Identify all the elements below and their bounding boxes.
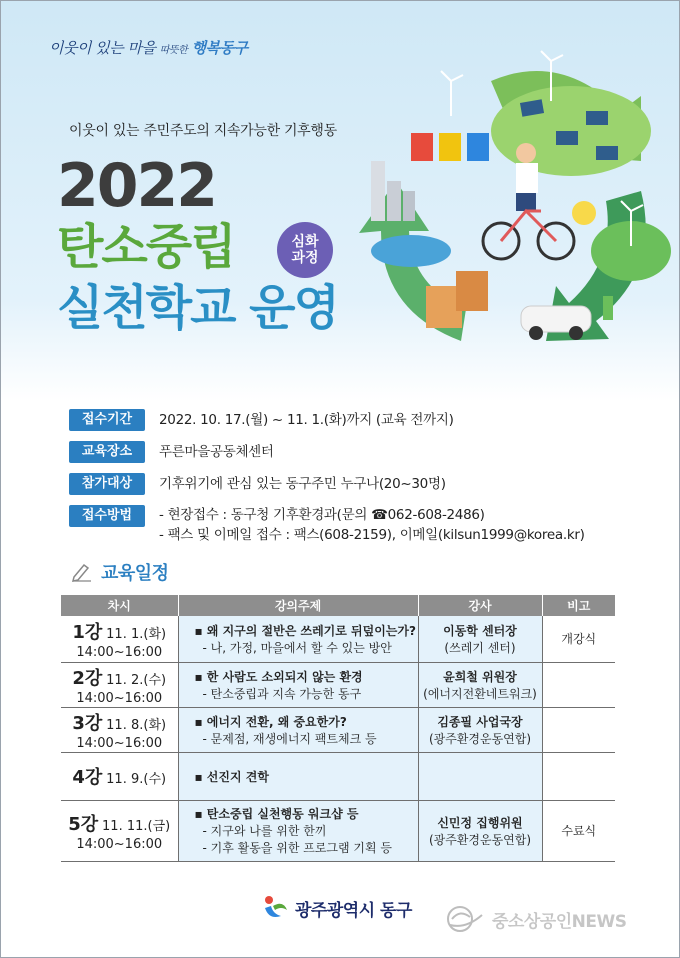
subtitle: 이웃이 있는 주민주도의 지속가능한 기후행동 (69, 123, 337, 139)
table-row: 4강 11. 9.(수) ▪ 선진지 견학 (61, 752, 615, 800)
eco-recycle-illustration (341, 41, 671, 371)
col-header: 차시 (61, 595, 178, 616)
col-header: 비고 (542, 595, 615, 616)
dong-gu-logo-icon (259, 894, 289, 922)
title-line1: 탄소중립 (57, 219, 235, 275)
col-header: 강사 (418, 595, 542, 616)
info-label: 참가대상 (69, 473, 145, 495)
pencil-icon (71, 562, 93, 582)
info-section (69, 409, 649, 555)
schedule-table (61, 595, 615, 862)
title-line2: 실천학교 운영 (57, 280, 338, 336)
info-value: 기후위기에 관심 있는 동구주민 누구나(20~30명) (159, 476, 446, 492)
year-title: 2022 (57, 151, 216, 221)
table-row: 3강 11. 8.(화) 14:00~16:00 ▪ 에너지 전환, 왜 중요한가? - 문제점, 재생에너지 팩트체크 등 김종필 사업국장 (광주환경운동연합) (61, 707, 615, 752)
news-logo-icon (446, 905, 486, 933)
method-onsite: - 현장접수 : 동구청 기후환경과(문의 ☎062-608-2486) (159, 507, 485, 523)
info-row-target (69, 473, 649, 495)
info-label: 접수기간 (69, 409, 145, 431)
col-header: 강의주제 (178, 595, 418, 616)
info-value: 푸른마을공동체센터 (159, 444, 274, 460)
table-row: 2강 11. 2.(수) 14:00~16:00 ▪ 한 사람도 소외되지 않는 환경 - 탄소중립과 지속 가능한 동구 윤희철 위원장 (에너지전환네트워크) (61, 662, 615, 707)
table-header-row (61, 595, 615, 616)
dong-gu-logo: 광주광역시 동구 (259, 894, 412, 922)
method-fax-email: - 팩스 및 이메일 접수 : 팩스(608-2159), 이메일(kilsun1999@korea.kr) (159, 527, 585, 543)
slogan: 이웃이 있는 마을 따뜻한 행복동구 (49, 39, 248, 57)
table-row: 1강 11. 1.(화) 14:00~16:00 ▪ 왜 지구의 절반은 쓰레기로 뒤덮이는가? - 나, 가정, 마을에서 할 수 있는 방안 이동학 센터장 (쓰레기 센터) 개강식 (61, 616, 615, 662)
info-row-method (69, 505, 649, 545)
info-row-period (69, 409, 649, 431)
info-row-place (69, 441, 649, 463)
news-watermark: 중소상공인NEWS (446, 905, 626, 933)
info-value (159, 505, 585, 545)
info-label: 교육장소 (69, 441, 145, 463)
info-value: 2022. 10. 17.(월) ~ 11. 1.(화)까지 (교육 전까지) (159, 412, 454, 428)
info-label: 접수방법 (69, 505, 145, 527)
table-row: 5강 11. 11.(금) 14:00~16:00 ▪ 탄소중립 실천행동 워크샵 등 - 지구와 나를 위한 한끼 - 기후 활동을 위한 프로그램 기획 등 신민정 집행위원 (광주환경운동연합) 수료식 (61, 800, 615, 861)
schedule-heading: 교육일정 (71, 559, 169, 585)
advanced-course-badge: 심화 과정 (277, 222, 333, 278)
